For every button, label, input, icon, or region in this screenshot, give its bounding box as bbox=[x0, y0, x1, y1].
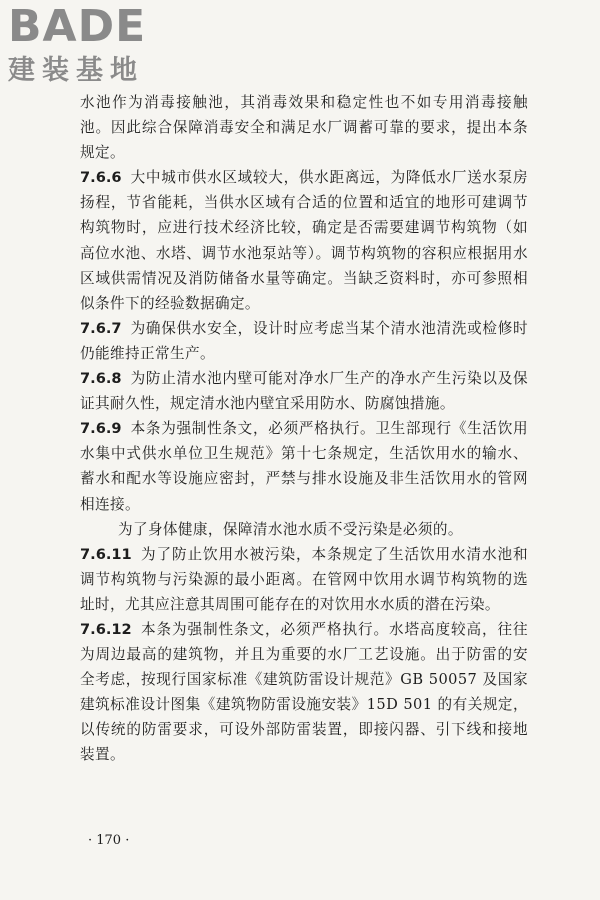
clause-7-6-8 bbox=[80, 366, 528, 416]
logo-wordmark: BADE bbox=[8, 1, 147, 52]
clause-7-6-6 bbox=[80, 165, 528, 316]
clause-text: 大中城市供水区域较大，供水距离远，为降低水厂送水泵房扬程，节省能耗，当供水区域有合适的位置和适宜的地形可建调节构筑物时，应进行技术经济比较，确定是否需要建调节构筑物（如高位水池、水塔、调节水池泵站等）。调节构筑物的容积应根据用水区域供需情况及消防储备水量等确定。当缺乏资料时，亦可参照相似条件下的经验数据确定。 bbox=[80, 169, 528, 312]
paragraph-text: 水池作为消毒接触池，其消毒效果和稳定性也不如专用消毒接触池。因此综合保障消毒安全和满足水厂调蓄可靠的要求，提出本条规定。 bbox=[80, 94, 528, 162]
clause-text: 为确保供水安全，设计时应考虑当某个清水池清洗或检修时仍能维持正常生产。 bbox=[80, 319, 528, 362]
paragraph-indented bbox=[80, 517, 528, 542]
clause-number: 7.6.8 bbox=[80, 370, 122, 388]
page-number: · 170 · bbox=[88, 833, 130, 848]
clause-number: 7.6.7 bbox=[80, 319, 122, 337]
clause-number: 7.6.9 bbox=[80, 420, 122, 438]
clause-7-6-9 bbox=[80, 416, 528, 516]
clause-7-6-7 bbox=[80, 316, 528, 366]
clause-7-6-12 bbox=[80, 617, 528, 768]
clause-number: 7.6.11 bbox=[80, 545, 132, 563]
clause-text: 为了防止饮用水被污染，本条规定了生活饮用水清水池和调节构筑物与污染源的最小距离。在管网中饮用水调节构筑物的选址时，尤其应注意其周围可能存在的对饮用水水质的潜在污染。 bbox=[80, 545, 528, 613]
clause-text: 本条为强制性条文，必须严格执行。水塔高度较高，往往为周边最高的建筑物，并且为重要的水厂工艺设施。出于防雷的安全考虑，按现行国家标准《建筑防雷设计规范》GB 50057 及国家建筑标准设计图集《建筑物防雷设施安装》15D 501 的有关规定，以传统的防雷要求，可设外部防雷装置，即接闪器、引下线和接地装置。 bbox=[80, 620, 528, 764]
clause-text: 本条为强制性条文，必须严格执行。卫生部现行《生活饮用水集中式供水单位卫生规范》第十七条规定，生活饮用水的输水、蓄水和配水等设施应密封，严禁与排水设施及非生活饮用水的管网相连接。 bbox=[80, 420, 528, 513]
paragraph-continuation bbox=[80, 90, 528, 165]
paragraph-text: 为了身体健康，保障清水池水质不受污染是必须的。 bbox=[117, 520, 463, 538]
logo-subtitle: 建装基地 bbox=[8, 55, 144, 86]
document-body bbox=[80, 90, 528, 768]
clause-number: 7.6.6 bbox=[80, 169, 122, 187]
clause-number: 7.6.12 bbox=[80, 620, 132, 638]
clause-7-6-11 bbox=[80, 542, 528, 617]
logo bbox=[8, 2, 178, 98]
clause-text: 为防止清水池内壁可能对净水厂生产的净水产生污染以及保证其耐久性，规定清水池内壁宜采用防水、防腐蚀措施。 bbox=[80, 370, 528, 413]
